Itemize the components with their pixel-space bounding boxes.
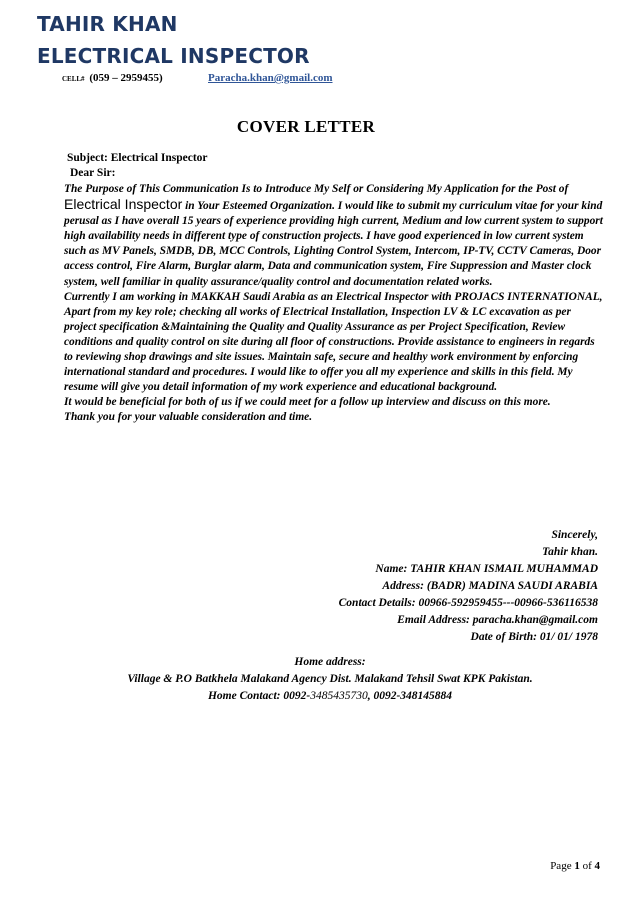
contact-line [62, 72, 333, 84]
full-name: Name: TAHIR KHAN ISMAIL MUHAMMAD [375, 563, 598, 575]
home-heading: Home address: [294, 656, 366, 668]
signature-name: Tahir khan. [542, 546, 598, 558]
date-of-birth: Date of Birth: 01/ 01/ 1978 [470, 631, 598, 643]
document-title: COVER LETTER [236, 117, 376, 136]
cell-number: (059 – 2959455) [89, 72, 163, 84]
signature-block [339, 527, 598, 646]
email-address: Email Address: paracha.khan@gmail.com [397, 614, 598, 626]
job-title: ELECTRICAL INSPECTOR [37, 44, 310, 68]
home-contact: Home Contact: 0092-3485435730, 0092-348145884 [207, 690, 453, 702]
page-indicator: Page 1 of 4 [550, 860, 600, 872]
applicant-name: TAHIR KHAN [37, 12, 178, 36]
contact-details: Contact Details: 00966-592959455---00966-536116538 [338, 597, 598, 609]
paragraph-current-role: Currently I am working in MAKKAH Saudi Arabia as an Electrical Inspector with PROJACS INTERNATIONAL, Apart from my key role; checking all works of Electrical Installation, Inspection LV & LC excavation as per project specification &Maintaining the Quality and Quality Assurance as per Project Specification, Review conditions and quality control on site during all floor of constructions. Provide assistance to engineers in regards to reviewing shop drawings and site issues. Maintain safe, secure and healthy work environment by enforcing international standard and procedures. I would like to offer you all my experience and skills in this field. My resume will give you detail information of my work experience and educational background. [64, 290, 603, 394]
home-address: Village & P.O Batkhela Malakand Agency Dist. Malakand Tehsil Swat KPK Pakistan. [127, 673, 533, 685]
address: Address: (BADR) MADINA SAUDI ARABIA [382, 580, 598, 592]
paragraph-intro: The Purpose of This Communication Is to Introduce My Self or Considering My Application for the Post of Electrical Inspector in Your Esteemed Organization. I would like to submit my curriculum vitae for your kind perusal as I have overall 15 years of experience providing high current, Medium and low current system to support high availability needs in different type of construction projects. I have good experienced in low current system such as MV Panels, SMDB, DB, MCC Controls, Lighting Control System, Intercom, IP-TV, CCTV Cameras, Door access control, Fire Alarm, Burglar alarm, Data and communication system, Fire Suppression and Master clock system, well familiar in quality assurance/quality control and documentation related works. [64, 183, 603, 288]
salutation: Dear Sir: [70, 167, 116, 179]
home-address-block [0, 654, 638, 705]
paragraph-interview: It would be beneficial for both of us if we could meet for a follow up interview and discuss on this more. [64, 396, 551, 409]
subject-line: Subject: Electrical Inspector [67, 152, 208, 164]
paragraph-thanks: Thank you for your valuable consideration and time. [64, 411, 313, 424]
emphasized-position: Electrical Inspector [64, 196, 183, 213]
email-link[interactable]: Paracha.khan@gmail.com [208, 72, 333, 84]
letter-body [64, 182, 604, 426]
closing: Sincerely, [551, 529, 598, 541]
cell-label: CELL# [62, 75, 85, 83]
